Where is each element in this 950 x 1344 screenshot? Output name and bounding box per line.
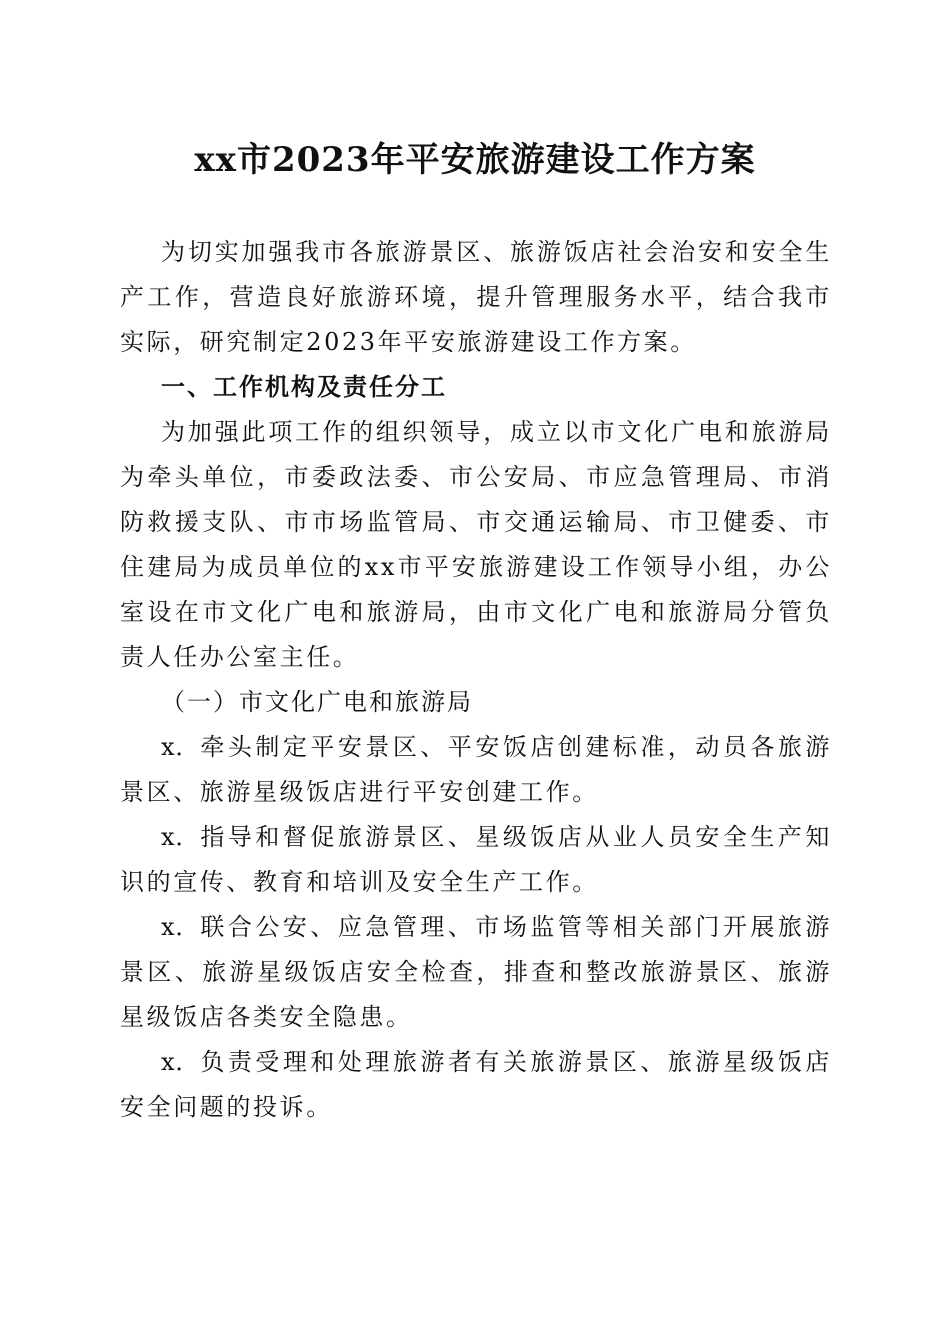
section-1-paragraph: 为加强此项工作的组织领导，成立以市文化广电和旅游局为牵头单位，市委政法委、市公安局、市应急管理局、市消防救援支队、市市场监管局、市交通运输局、市卫健委、市住建局为成员单位的xx市平安旅游建设工作领导小组，办公室设在市文化广电和旅游局，由市文化广电和旅游局分管负责人任办公室主任。 [120,418,832,671]
list-item-text: 牵头制定平安景区、平安饭店创建标准，动员各旅游景区、旅游星级饭店进行平安创建工作。 [120,733,832,806]
list-item [120,1040,832,1130]
subsection-1-heading: （一）市文化广电和旅游局 [161,688,473,716]
list-item-text: 联合公安、应急管理、市场监管等相关部门开展旅游景区、旅游星级饭店安全检查，排查和整改旅游景区、旅游星级饭店各类安全隐患。 [120,913,832,1031]
list-item [120,905,832,1040]
document-title: xx市2023年平安旅游建设工作方案 [194,140,756,180]
list-item-marker: x． [161,823,201,851]
section-1-heading: 一、工作机构及责任分工 [161,373,447,401]
list-item-marker: x． [161,733,201,761]
list-item-text: 指导和督促旅游景区、星级饭店从业人员安全生产知识的宣传、教育和培训及安全生产工作。 [120,823,832,896]
list-item-marker: x． [161,913,201,941]
intro-paragraph: 为切实加强我市各旅游景区、旅游饭店社会治安和安全生产工作，营造良好旅游环境，提升管理服务水平，结合我市实际，研究制定2023年平安旅游建设工作方案。 [120,238,832,356]
list-item-text: 负责受理和处理旅游者有关旅游景区、旅游星级饭店安全问题的投诉。 [120,1048,832,1121]
list-item [120,815,832,905]
list-item-marker: x． [161,1048,201,1076]
document-body [120,230,832,1130]
list-item [120,725,832,815]
